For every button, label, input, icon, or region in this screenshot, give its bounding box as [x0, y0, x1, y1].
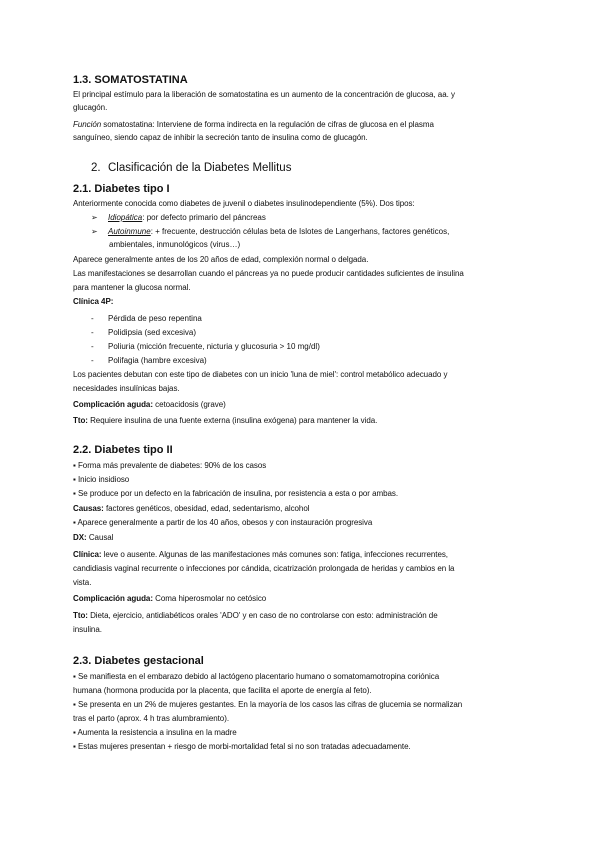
paragraph-line: El principal estímulo para la liberación de somatostatina es un aumento de la concentración de glucosa, aa. y [73, 90, 455, 99]
list-item-continuation: ambientales, inmunológicos (virus…) [109, 240, 241, 249]
bullet-line: ▪ Estas mujeres presentan + riesgo de morbi-mortalidad fetal si no son tratadas adecuadamente. [73, 742, 411, 751]
clinica-label: Clínica: [73, 550, 102, 559]
bullet-line: ▪ Se manifiesta en el embarazo debido al lactógeno placentario humano o somatomamotropina coriónica [73, 672, 440, 681]
dash-bullet: - [91, 328, 94, 337]
paragraph-line: Los pacientes debutan con este tipo de diabetes con un inicio 'luna de miel': control metabólico adecuado y [73, 370, 448, 379]
paragraph-line: vista. [73, 578, 92, 587]
paragraph-line: sanguíneo, siendo capaz de inhibir la secreción tanto de insulina como de glucagón. [73, 133, 368, 142]
bullet-line: ▪ Forma más prevalente de diabetes: 90% de los casos [73, 461, 267, 470]
type-label: Idiopática [108, 213, 143, 222]
paragraph-line [73, 611, 438, 621]
chapter-number: 2. [91, 162, 101, 174]
complication-text: Coma hiperosmolar no cetósico [152, 594, 267, 603]
list-item [91, 342, 320, 352]
paragraph-line: para mantener la glucosa normal. [73, 283, 191, 292]
complication-label: Complicación aguda: [73, 594, 153, 603]
paragraph-line [73, 533, 113, 543]
bullet-line: ▪ Aumenta la resistencia a insulina en la madre [73, 728, 237, 737]
function-label: Función [73, 120, 102, 129]
type-text: : + frecuente, destrucción células beta de Islotes de Langerhans, factores genéticos, [150, 227, 450, 236]
subheading-clinica [73, 297, 113, 307]
bullet-line: ▪ Inicio insidioso [73, 475, 130, 484]
bullet-line-continuation: humana (hormona producida por la placenta, que facilita el aporte de energía al feto). [73, 686, 372, 695]
paragraph-line [73, 504, 309, 514]
paragraph-line [73, 120, 434, 130]
bullet-line: ▪ Se produce por un defecto en la fabricación de insulina, por resistencia a esta o por ambas. [73, 489, 399, 498]
arrow-bullet-icon: ➢ [91, 227, 98, 236]
complication-label: Complicación aguda: [73, 400, 153, 409]
list-item [91, 227, 449, 237]
section-heading-somatostatina: 1.3. SOMATOSTATINA [73, 74, 188, 86]
treatment-label: Tto: [73, 416, 88, 425]
type-text: : por defecto primario del páncreas [142, 213, 266, 222]
bullet-line: ▪ Se presenta en un 2% de mujeres gestantes. En la mayoría de los casos las cifras de glucemia se normalizan [73, 700, 463, 709]
paragraph-line [73, 400, 226, 410]
symptom-text: Polifagia (hambre excesiva) [108, 356, 207, 365]
list-item [91, 314, 202, 324]
paragraph-line [73, 594, 266, 604]
paragraph-line: necesidades insulínicas bajas. [73, 384, 180, 393]
treatment-text: Dieta, ejercicio, antidiabéticos orales 'ADO' y en caso de no controlarse con esto: administración de [87, 611, 438, 620]
clinica-label: Clínica 4P: [73, 297, 114, 306]
causes-text: factores genéticos, obesidad, edad, sedentarismo, alcohol [103, 504, 310, 513]
paragraph-line: insulina. [73, 625, 102, 634]
symptom-text: Polidipsia (sed excesiva) [108, 328, 197, 337]
causes-label: Causas: [73, 504, 104, 513]
list-item [91, 328, 196, 338]
dx-label: DX: [73, 533, 87, 542]
paragraph-line [73, 550, 448, 560]
function-text: somatostatina: Interviene de forma indirecta en la regulación de cifras de glucosa en el plasma [101, 120, 434, 129]
treatment-text: Requiere insulina de una fuente externa (insulina exógena) para mantener la vida. [87, 416, 378, 425]
dash-bullet: - [91, 342, 94, 351]
list-item [91, 213, 266, 223]
paragraph-line: Aparece generalmente antes de los 20 años de edad, complexión normal o delgada. [73, 255, 369, 264]
arrow-bullet-icon: ➢ [91, 213, 98, 222]
bullet-line-continuation: tras el parto (aprox. 4 h tras alumbramiento). [73, 714, 229, 723]
symptom-text: Poliuria (micción frecuente, nicturia y glucosuria > 10 mg/dl) [108, 342, 320, 351]
section-heading-tipo-2: 2.2. Diabetes tipo II [73, 444, 173, 456]
clinica-text: leve o ausente. Algunas de las manifestaciones más comunes son: fatiga, infecciones recurrentes, [101, 550, 448, 559]
type-label: Autoinmune [108, 227, 151, 236]
paragraph-line: candidiasis vaginal recurrente o infecciones por cándida, cicatrización prolongada de heridas y cambios en la [73, 564, 455, 573]
section-heading-gestacional: 2.3. Diabetes gestacional [73, 655, 204, 667]
treatment-label: Tto: [73, 611, 88, 620]
list-item [91, 356, 207, 366]
dash-bullet: - [91, 314, 94, 323]
symptom-text: Pérdida de peso repentina [108, 314, 202, 323]
bullet-line: ▪ Aparece generalmente a partir de los 40 años, obesos y con instauración progresiva [73, 518, 373, 527]
complication-text: cetoacidosis (grave) [152, 400, 226, 409]
section-heading-tipo-1: 2.1. Diabetes tipo I [73, 183, 170, 195]
chapter-heading [91, 162, 291, 174]
dx-text: Causal [86, 533, 114, 542]
paragraph-line: Anteriormente conocida como diabetes de juvenil o diabetes insulinodependiente (5%). Dos tipos: [73, 199, 415, 208]
paragraph-line [73, 416, 377, 426]
paragraph-line: Las manifestaciones se desarrollan cuando el páncreas ya no puede producir cantidades suficientes de insulina [73, 269, 464, 278]
paragraph-line: glucagón. [73, 103, 108, 112]
dash-bullet: - [91, 356, 94, 365]
chapter-title: Clasificación de la Diabetes Mellitus [108, 162, 292, 174]
